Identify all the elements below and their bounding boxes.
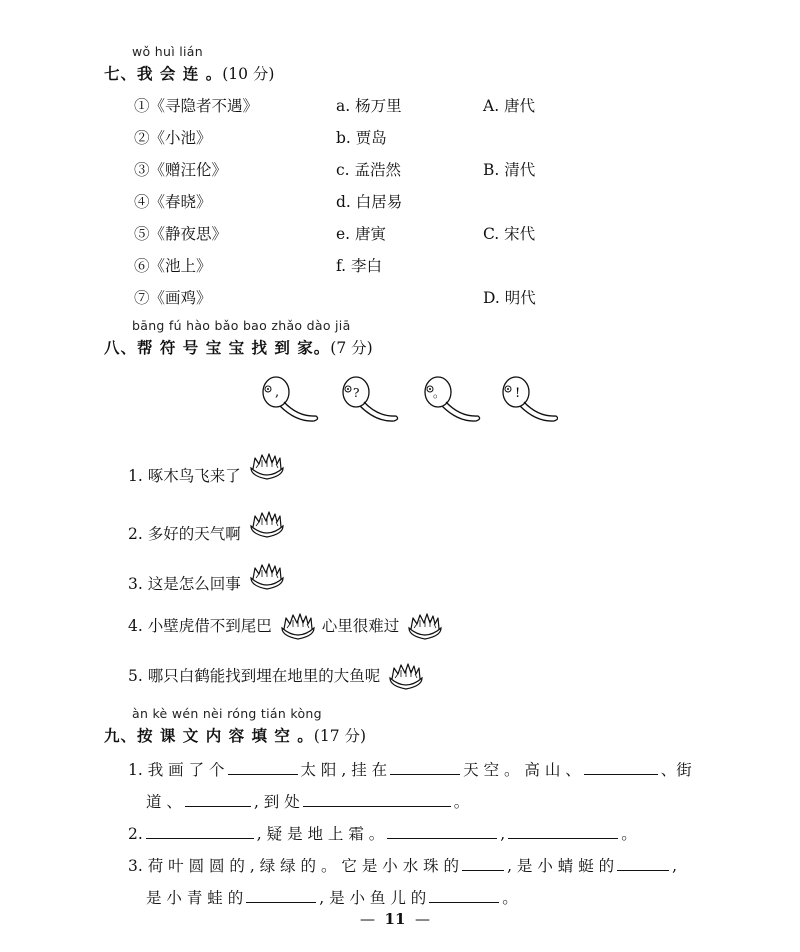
blank[interactable]: [185, 790, 251, 807]
section7-pinyin: wǒ huì lián: [132, 44, 203, 59]
lotus-answer-icon[interactable]: [247, 510, 287, 540]
poem-item: ③《赠汪伦》: [134, 161, 228, 179]
fill-text: 天 空 。 高 山 、: [463, 761, 581, 779]
section8-score: (7 分): [330, 339, 373, 357]
blank[interactable]: [508, 822, 618, 839]
tadpole-icon[interactable]: [503, 377, 558, 421]
fill-text: ,: [500, 825, 506, 843]
sentence-row: [128, 612, 445, 642]
author-item: c. 孟浩然: [336, 161, 402, 179]
section8-pinyin: bāng fú hào bǎo bao zhǎo dào jiā: [132, 318, 351, 333]
author-item: a. 杨万里: [336, 97, 402, 115]
blank[interactable]: [146, 822, 254, 839]
poem-item: ⑦《画鸡》: [134, 289, 212, 307]
fill-text: 1. 我 画 了 个: [128, 761, 225, 779]
fill-text: 是 小 青 蛙 的: [146, 889, 244, 907]
fill-row: [128, 854, 677, 876]
author-item: d. 白居易: [336, 193, 403, 211]
section9-title-text: 九、按 课 文 内 容 填 空 。: [104, 726, 314, 745]
section8-title: [104, 336, 373, 358]
section7-title-text: 七、我 会 连 。: [104, 64, 223, 83]
sentence-text: 心里很难过: [321, 617, 400, 635]
sentence-text: 4. 小壁虎借不到尾巴: [128, 617, 272, 635]
fill-row: [146, 790, 469, 812]
poem-item: ⑤《静夜思》: [134, 225, 228, 243]
poem-item: ④《春晓》: [134, 193, 212, 211]
author-item: e. 唐寅: [336, 225, 387, 243]
sentence-row: [128, 462, 287, 492]
poem-item: ②《小池》: [134, 129, 212, 147]
blank[interactable]: [228, 758, 298, 775]
fill-text: 太 阳 , 挂 在: [300, 761, 388, 779]
section7-title: [104, 62, 274, 84]
author-item: b. 贾岛: [336, 129, 387, 147]
blank[interactable]: [584, 758, 658, 775]
section7-score: (10 分): [222, 65, 275, 83]
section9-score: (17 分): [313, 727, 367, 745]
tadpole-icon[interactable]: [263, 377, 318, 421]
poem-item: ⑥《池上》: [134, 257, 212, 275]
lotus-answer-icon[interactable]: [405, 612, 445, 642]
page-footer: [360, 910, 430, 928]
tadpole-symbol: !: [515, 386, 521, 401]
sentence-text: 3. 这是怎么回事: [128, 575, 241, 593]
lotus-answer-icon[interactable]: [386, 662, 426, 692]
section9-title: [104, 724, 366, 746]
poem-item: ①《寻隐者不遇》: [134, 97, 259, 115]
lotus-answer-icon[interactable]: [278, 612, 318, 642]
dynasty-item: A. 唐代: [483, 97, 536, 115]
blank[interactable]: [246, 886, 316, 903]
blank[interactable]: [462, 854, 504, 871]
footer-dash: —: [360, 910, 375, 928]
fill-text: ,: [672, 857, 678, 875]
fill-text: 。: [453, 793, 470, 811]
lotus-answer-icon[interactable]: [247, 562, 287, 592]
sentence-row: [128, 570, 287, 600]
blank[interactable]: [390, 758, 460, 775]
fill-row: [128, 758, 692, 780]
fill-row: [146, 886, 518, 908]
lotus-answer-icon[interactable]: [247, 452, 287, 482]
fill-text: 。: [621, 825, 637, 843]
sentence-row: [128, 520, 287, 550]
blank[interactable]: [429, 886, 499, 903]
tadpole-symbol: ?: [353, 386, 360, 400]
fill-row: [128, 822, 637, 844]
tadpole-icon[interactable]: [425, 377, 480, 421]
author-item: f. 李白: [336, 257, 383, 275]
fill-text: , 是 小 鱼 儿 的: [319, 889, 427, 907]
tadpole-icon[interactable]: [343, 377, 398, 421]
page-number: 11: [384, 910, 406, 928]
dynasty-item: C. 宋代: [483, 225, 536, 243]
tadpole-row: [258, 372, 558, 426]
fill-text: , 疑 是 地 上 霜 。: [256, 825, 385, 843]
tadpole-symbol: 。: [433, 386, 446, 400]
fill-text: , 到 处: [253, 793, 300, 811]
section8-title-text: 八、帮 符 号 宝 宝 找 到 家。: [104, 338, 331, 357]
fill-text: 、街: [660, 761, 692, 779]
fill-text: 2.: [128, 825, 143, 843]
dynasty-item: D. 明代: [483, 289, 536, 307]
fill-text: 3. 荷 叶 圆 圆 的 , 绿 绿 的 。 它 是 小 水 珠 的: [128, 857, 460, 875]
fill-text: 道 、: [146, 793, 182, 811]
dynasty-item: B. 清代: [483, 161, 536, 179]
sentence-text: 2. 多好的天气啊: [128, 525, 241, 543]
blank[interactable]: [617, 854, 669, 871]
blank[interactable]: [303, 790, 451, 807]
sentence-row: [128, 662, 426, 692]
fill-text: 。: [502, 889, 518, 907]
section9-pinyin: àn kè wén nèi róng tián kòng: [132, 706, 322, 721]
blank[interactable]: [387, 822, 497, 839]
sentence-text: 1. 啄木鸟飞来了: [128, 467, 241, 485]
fill-text: , 是 小 蜻 蜓 的: [507, 857, 615, 875]
sentence-text: 5. 哪只白鹤能找到埋在地里的大鱼呢: [128, 667, 381, 685]
footer-dash: —: [414, 910, 430, 928]
tadpole-symbol: ,: [275, 385, 280, 400]
